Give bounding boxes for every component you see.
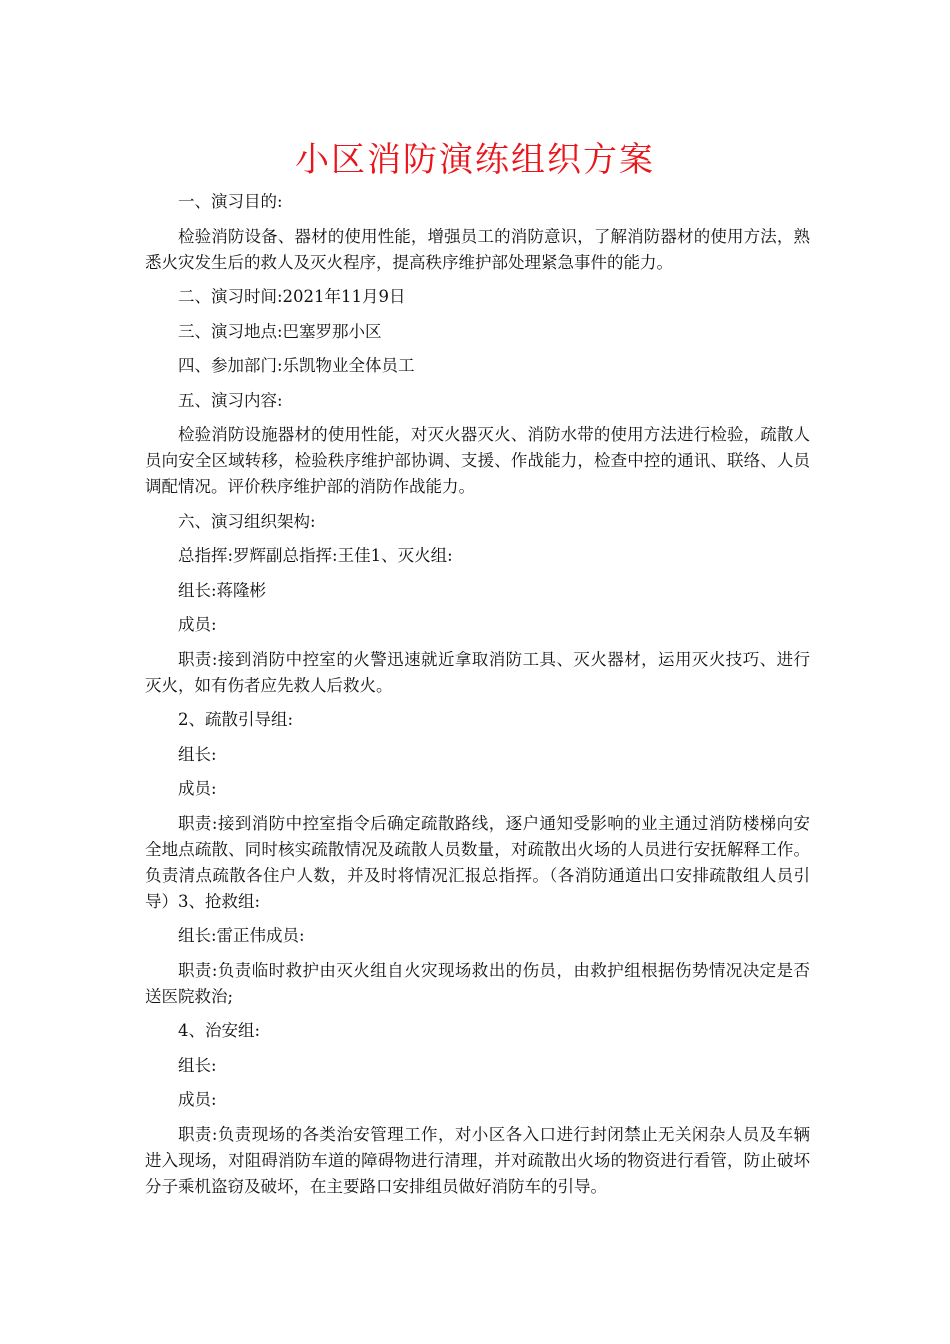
paragraph: 4、治安组: [178,1021,261,1040]
paragraph: 成员: [178,779,217,798]
paragraph: 职责:接到消防中控室的火警迅速就近拿取消防工具、灭火器材，运用灭火技巧、进行灭火，如有伤者应先救人后救火。 [145,649,810,695]
paragraph: 组长:雷正伟成员: [178,926,305,945]
paragraph: 六、演习组织架构: [178,511,316,531]
paragraph: 职责:负责现场的各类治安管理工作，对小区各入口进行封闭禁止无关闲杂人员及车辆进入现场，对阻碍消防车道的障碍物进行清理，并对疏散出火场的物资进行看管，防止破坏分子乘机盗窃及破坏，在主要路口安排组员做好消防车的引导。 [145,1124,810,1196]
paragraph: 五、演习内容: [178,390,283,410]
paragraph: 2、疏散引导组: [178,710,294,729]
document-title: 小区消防演练组织方案 [295,140,655,180]
paragraph: 检验消防设备、器材的使用性能，增强员工的消防意识，了解消防器材的使用方法，熟悉火灾发生后的救人及灭火程序，提高秩序维护部处理紧急事件的能力。 [145,226,810,272]
paragraph: 组长:蒋隆彬 [178,580,267,600]
paragraph: 职责:接到消防中控室指令后确定疏散路线，逐户通知受影响的业主通过消防楼梯向安全地点疏散、同时核实疏散情况及疏散人员数量，对疏散出火场的人员进行安抚解释工作。负责清点疏散各住户人数，并及时将情况汇报总指挥。（各消防通道出口安排疏散组人员引导）3、抢救组: [145,813,810,911]
paragraph: 职责:负责临时救护由灭火组自火灾现场救出的伤员，由救护组根据伤势情况决定是否送医院救治; [145,960,810,1006]
paragraph: 检验消防设施器材的使用性能，对灭火器灭火、消防水带的使用方法进行检验，疏散人员向安全区域转移，检验秩序维护部协调、支援、作战能力，检查中控的通讯、联络、人员调配情况。评价秩序维护部的消防作战能力。 [145,425,810,496]
paragraph: 二、演习时间:2021年11月9日 [178,287,406,306]
paragraph: 三、演习地点:巴塞罗那小区 [178,321,382,341]
paragraph: 四、参加部门:乐凯物业全体员工 [178,356,415,375]
paragraph: 一、演习目的: [178,192,283,211]
paragraph: 成员: [178,615,217,634]
paragraph: 组长: [178,1055,217,1075]
paragraph: 组长: [178,744,217,764]
document-body [145,189,810,1208]
paragraph: 总指挥:罗辉副总指挥:王佳1、灭火组: [178,546,453,565]
paragraph: 成员: [178,1090,217,1109]
